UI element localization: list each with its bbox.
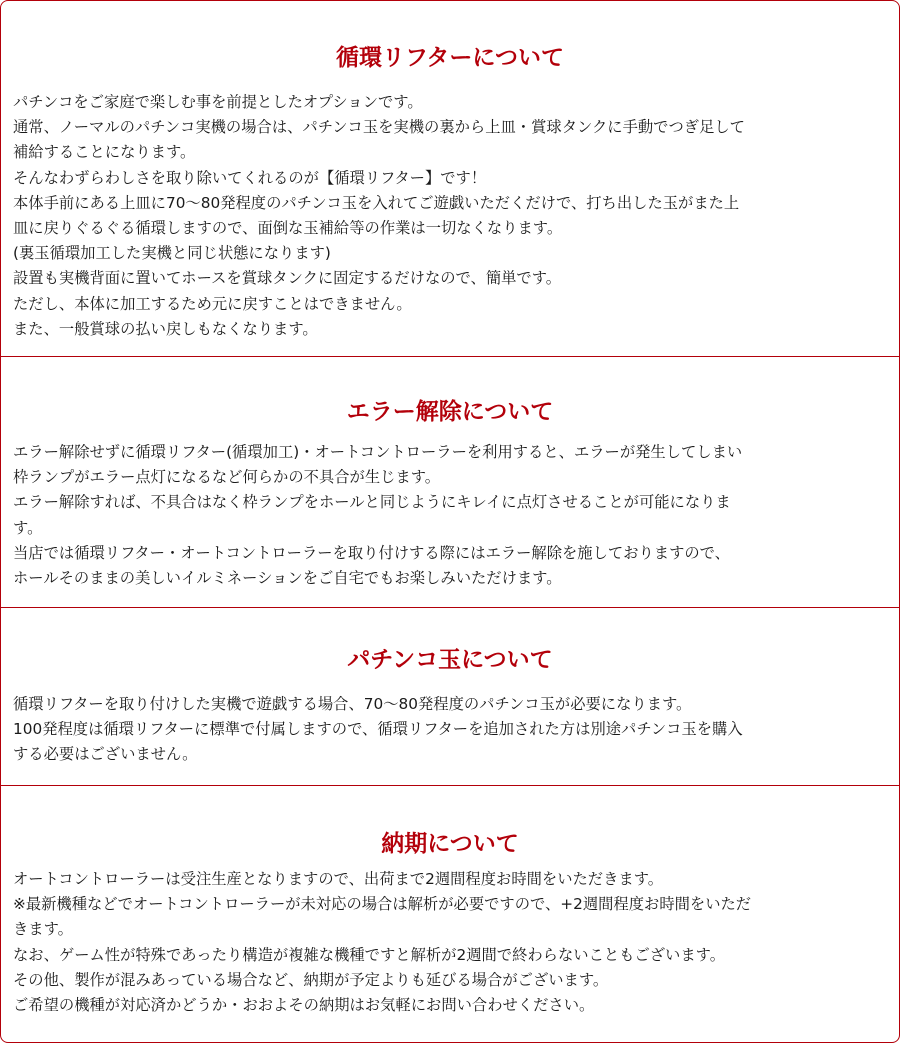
body-line: エラー解除せずに循環リフター(循環加工)・オートコントローラーを利用すると、エラーが発生してしまい [13, 443, 743, 461]
body-line: きます。 [13, 920, 73, 939]
body-line: ただし、本体に加工するため元に戻すことはできません。 [13, 294, 412, 313]
body-line: (裏玉循環加工した実機と同じ状態になります) [13, 244, 331, 263]
body-line: する必要はございません。 [13, 745, 198, 764]
body-line: なお、ゲーム性が特殊であったり構造が複雑な機種ですと解析が2週間で終わらないこともございます。 [13, 945, 726, 964]
body-line: 通常、ノーマルのパチンコ実機の場合は、パチンコ玉を実機の裏から上皿・賞球タンクに手動でつぎ足して [13, 118, 745, 137]
body-line: ホールそのままの美しいイルミネーションをご自宅でもお楽しみいただけます。 [13, 569, 562, 588]
body-line: また、一般賞球の払い戻しもなくなります。 [13, 319, 318, 338]
body-line: そんなわずらわしさを取り除いてくれるのが【循環リフター】です！ [13, 168, 487, 187]
section-body [13, 692, 889, 768]
section-heading: パチンコ玉について [347, 647, 553, 673]
body-line: 循環リフターを取り付けした実機で遊戯する場合、70～80発程度のパチンコ玉が必要になります。 [13, 695, 692, 713]
body-line: パチンコをご家庭で楽しむ事を前提としたオプションです。 [13, 93, 423, 111]
body-line: 本体手前にある上皿に70～80発程度のパチンコ玉を入れてご遊戯いただくだけで、打ち出した玉がまた上 [13, 193, 740, 212]
section-divider [0, 356, 900, 357]
body-line: す。 [13, 518, 43, 537]
body-line: 100発程度は循環リフターに標準で付属しますので、循環リフターを追加された方は別途パチンコ玉を購入 [13, 720, 743, 739]
body-line: エラー解除すれば、不具合はなく枠ランプをホールと同じようにキレイに点灯させることが可能になりま [13, 493, 731, 512]
body-line: オートコントローラーは受注生産となりますので、出荷まで2週間程度お時間をいただきます。 [13, 870, 664, 888]
section-body [13, 90, 889, 342]
section-body [13, 867, 889, 1018]
body-line: ご希望の機種が対応済かどうか・おおよその納期はお気軽にお問い合わせください。 [13, 996, 595, 1015]
section-body [13, 440, 889, 591]
body-line: その他、製作が混みあっている場合など、納期が予定よりも延びる場合がございます。 [13, 970, 609, 989]
section-heading: 循環リフターについて [336, 45, 564, 71]
body-line: 設置も実機背面に置いてホースを賞球タンクに固定するだけなので、簡単です。 [13, 269, 562, 288]
section-heading: エラー解除について [346, 399, 554, 425]
body-line: 補給することになります。 [13, 143, 196, 162]
body-line: 当店では循環リフター・オートコントローラーを取り付けする際にはエラー解除を施しておりますので、 [13, 543, 730, 562]
section-divider [0, 785, 900, 786]
body-line: ※最新機種などでオートコントローラーが未対応の場合は解析が必要ですので、+2週間程度お時間をいただ [13, 895, 752, 914]
section-divider [0, 607, 900, 608]
section-heading: 納期について [381, 831, 519, 857]
body-line: 皿に戻りぐるぐる循環しますので、面倒な玉補給等の作業は一切なくなります。 [13, 219, 563, 238]
body-line: 枠ランプがエラー点灯になるなど何らかの不具合が生じます。 [13, 468, 441, 487]
